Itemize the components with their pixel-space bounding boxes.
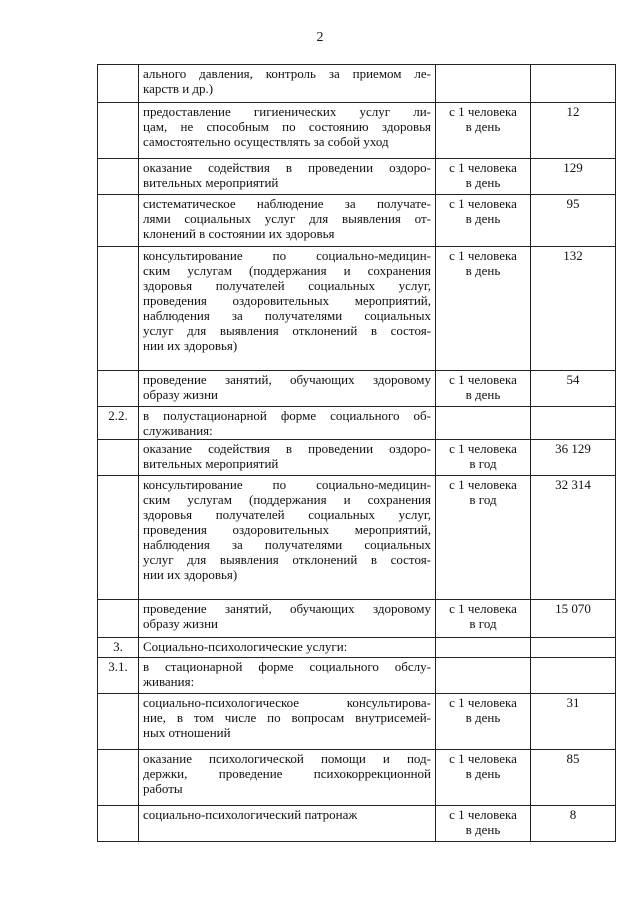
service-value: 31 [531, 694, 616, 750]
table-row [98, 806, 616, 842]
description-line: живания: [143, 674, 195, 689]
table-row [98, 600, 616, 638]
service-description [139, 750, 436, 806]
row-number: 2.2. [98, 407, 139, 440]
service-value: 12 [531, 103, 616, 159]
row-number [98, 65, 139, 103]
unit-line: в день [465, 263, 501, 278]
unit-line: с 1 человека [449, 104, 517, 119]
service-description [139, 476, 436, 600]
services-table [97, 64, 616, 842]
row-number: 3.1. [98, 658, 139, 694]
description-line: оказание содействия в проведении оздоро- [143, 441, 431, 456]
row-number [98, 371, 139, 407]
row-number [98, 103, 139, 159]
unit-of-measure [436, 65, 531, 103]
description-line: работы [143, 781, 183, 796]
description-line: ским услугам (поддержания и сохранения [143, 263, 431, 278]
unit-of-measure [436, 806, 531, 842]
unit-line: в день [465, 211, 501, 226]
description-line: проведения оздоровительных мероприятий, [143, 522, 431, 537]
description-line: систематическое наблюдение за получате- [143, 196, 431, 211]
table-row [98, 195, 616, 247]
unit-line: в день [465, 119, 501, 134]
service-description [139, 440, 436, 476]
unit-of-measure [436, 600, 531, 638]
description-line: наблюдения за получателями социальных [143, 308, 431, 323]
service-description [139, 103, 436, 159]
description-line: цам, не способным по состоянию здоровья [143, 119, 431, 134]
unit-line: в год [469, 616, 497, 631]
row-number [98, 195, 139, 247]
unit-of-measure [436, 694, 531, 750]
unit-line: с 1 человека [449, 441, 517, 456]
description-line: социально-психологическое консультирова- [143, 695, 431, 710]
description-line: нии их здоровья) [143, 338, 238, 353]
row-number [98, 750, 139, 806]
service-description [139, 694, 436, 750]
unit-line: с 1 человека [449, 196, 517, 211]
unit-line: в год [469, 456, 497, 471]
service-value: 15 070 [531, 600, 616, 638]
service-value: 8 [531, 806, 616, 842]
row-number [98, 806, 139, 842]
service-value: 132 [531, 247, 616, 371]
service-value: 85 [531, 750, 616, 806]
service-value: 129 [531, 159, 616, 195]
service-description [139, 407, 436, 440]
description-line: нии их здоровья) [143, 567, 238, 582]
description-line: вительных мероприятий [143, 456, 279, 471]
description-line: образу жизни [143, 387, 218, 402]
service-value: 36 129 [531, 440, 616, 476]
service-description [139, 65, 436, 103]
table-row [98, 103, 616, 159]
unit-line: с 1 человека [449, 248, 517, 263]
unit-of-measure [436, 159, 531, 195]
description-line: служивания: [143, 423, 213, 438]
table-row [98, 65, 616, 103]
description-line: ального давления, контроль за приемом ле- [143, 66, 431, 81]
service-description [139, 159, 436, 195]
description-line: ных отношений [143, 725, 231, 740]
description-line: образу жизни [143, 616, 218, 631]
table-row [98, 750, 616, 806]
description-line: услуг для выявления отклонений в состоя- [143, 552, 431, 567]
unit-of-measure [436, 247, 531, 371]
unit-of-measure [436, 440, 531, 476]
service-description [139, 658, 436, 694]
description-line: в полустационарной форме социального об- [143, 408, 431, 423]
table-row [98, 694, 616, 750]
table-row [98, 407, 616, 440]
unit-line: в день [465, 387, 501, 402]
row-number [98, 476, 139, 600]
table-row [98, 247, 616, 371]
service-description [139, 247, 436, 371]
description-line: вительных мероприятий [143, 175, 279, 190]
service-value [531, 658, 616, 694]
description-line: консультирование по социально-медицин- [143, 248, 431, 263]
description-line: в стационарной форме социального обслу- [143, 659, 431, 674]
unit-line: с 1 человека [449, 601, 517, 616]
table-row [98, 476, 616, 600]
description-line: проведение занятий, обучающих здоровому [143, 372, 431, 387]
row-number [98, 159, 139, 195]
description-line: здоровья получателей социальных услуг, [143, 507, 431, 522]
unit-line: в день [465, 766, 501, 781]
description-line: услуг для выявления отклонений в состоя- [143, 323, 431, 338]
service-value [531, 65, 616, 103]
description-line: наблюдения за получателями социальных [143, 537, 431, 552]
description-line: лями социальных услуг для выявления от- [143, 211, 431, 226]
unit-line: с 1 человека [449, 372, 517, 387]
unit-of-measure [436, 638, 531, 658]
service-value [531, 407, 616, 440]
unit-of-measure [436, 103, 531, 159]
description-line: держки, проведение психокоррекционной [143, 766, 431, 781]
description-line: ние, в том числе по вопросам внутрисемей- [143, 710, 431, 725]
unit-line: с 1 человека [449, 160, 517, 175]
row-number: 3. [98, 638, 139, 658]
service-value [531, 638, 616, 658]
service-description [139, 600, 436, 638]
description-line: предоставление гигиенических услуг ли- [143, 104, 431, 119]
unit-line: с 1 человека [449, 695, 517, 710]
unit-line: с 1 человека [449, 477, 517, 492]
unit-line: с 1 человека [449, 807, 517, 822]
unit-line: в день [465, 710, 501, 725]
service-value: 95 [531, 195, 616, 247]
row-number [98, 440, 139, 476]
unit-of-measure [436, 476, 531, 600]
description-line: Социально-психологические услуги: [143, 639, 348, 654]
description-line: консультирование по социально-медицин- [143, 477, 431, 492]
service-description [139, 638, 436, 658]
row-number [98, 600, 139, 638]
description-line: здоровья получателей социальных услуг, [143, 278, 431, 293]
unit-line: в день [465, 175, 501, 190]
description-line: проведение занятий, обучающих здоровому [143, 601, 431, 616]
unit-of-measure [436, 658, 531, 694]
description-line: клонений в состоянии их здоровья [143, 226, 335, 241]
service-description [139, 371, 436, 407]
unit-line: в год [469, 492, 497, 507]
description-line: проведения оздоровительных мероприятий, [143, 293, 431, 308]
service-value: 54 [531, 371, 616, 407]
service-description [139, 195, 436, 247]
description-line: самостоятельно осуществлять за собой уход [143, 134, 389, 149]
row-number [98, 247, 139, 371]
unit-of-measure [436, 750, 531, 806]
description-line: карств и др.) [143, 81, 214, 96]
description-line: оказание содействия в проведении оздоро- [143, 160, 431, 175]
unit-of-measure [436, 371, 531, 407]
table-row [98, 658, 616, 694]
table-row [98, 440, 616, 476]
row-number [98, 694, 139, 750]
page-number: 2 [316, 30, 324, 45]
unit-of-measure [436, 407, 531, 440]
unit-line: с 1 человека [449, 751, 517, 766]
table-row [98, 638, 616, 658]
description-line: ским услугам (поддержания и сохранения [143, 492, 431, 507]
unit-line: в день [465, 822, 501, 837]
service-value: 32 314 [531, 476, 616, 600]
description-line: оказание психологической помощи и под- [143, 751, 431, 766]
table-row [98, 371, 616, 407]
description-line: социально-психологический патронаж [143, 807, 358, 822]
table-row [98, 159, 616, 195]
service-description [139, 806, 436, 842]
unit-of-measure [436, 195, 531, 247]
